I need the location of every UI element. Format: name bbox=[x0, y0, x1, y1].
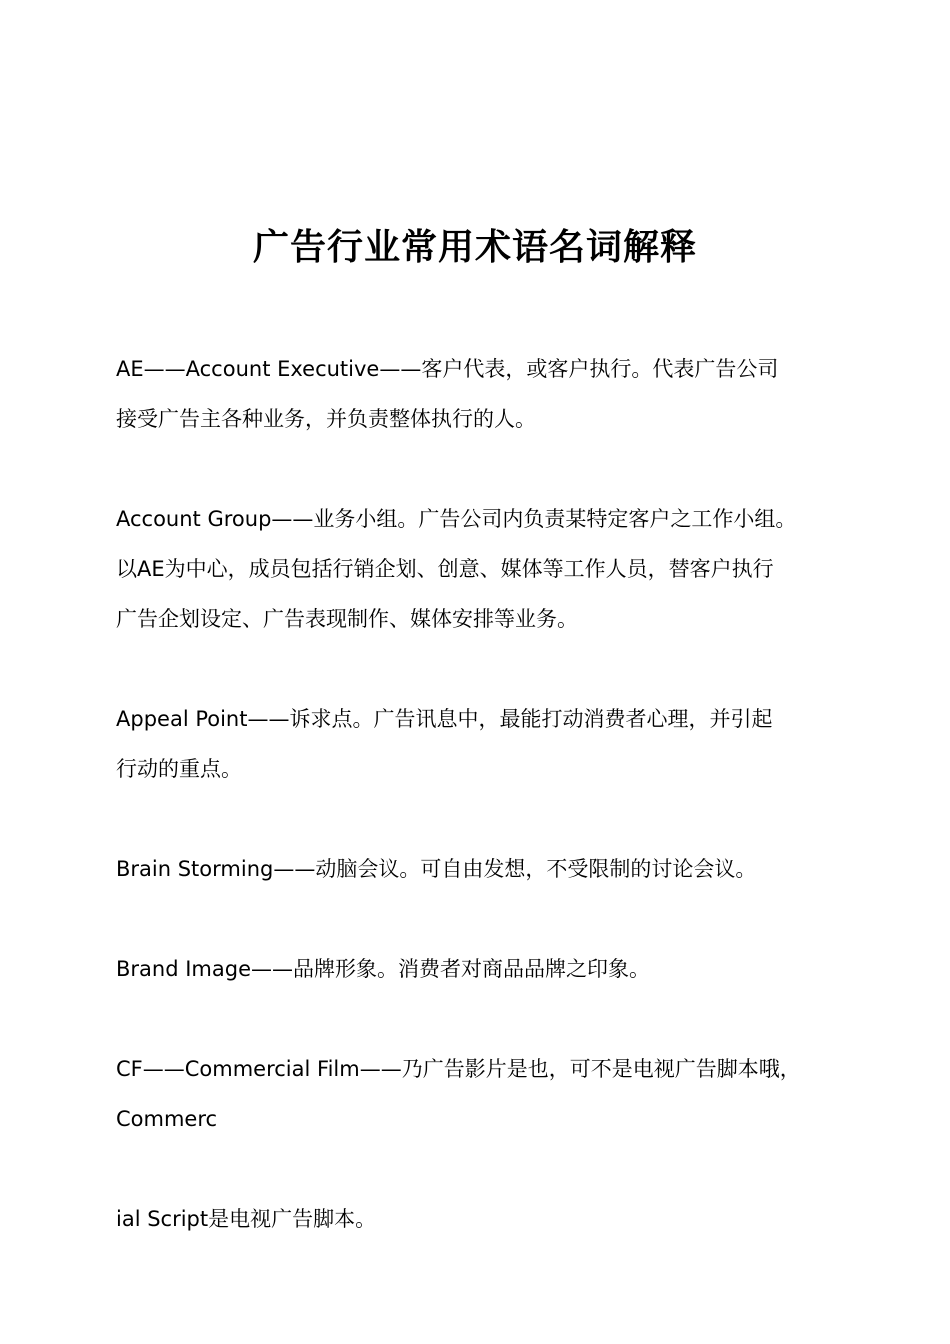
glossary-line: 广告企划设定、广告表现制作、媒体安排等业务。 bbox=[116, 607, 578, 631]
document-title: 广告行业常用术语名词解释 bbox=[252, 226, 697, 269]
glossary-entry-brain-storming bbox=[116, 844, 856, 894]
glossary-line: Brain Storming——动脑会议。可自由发想，不受限制的讨论会议。 bbox=[116, 857, 757, 881]
glossary-entry-commercial-script bbox=[116, 1194, 856, 1244]
glossary-line: Commerc bbox=[116, 1107, 218, 1131]
glossary-line: Account Group——业务小组。广告公司内负责某特定客户之工作小组。 bbox=[116, 507, 797, 531]
glossary-line: AE——Account Executive——客户代表，或客户执行。代表广告公司 bbox=[116, 357, 779, 381]
glossary-entry-account-group bbox=[116, 494, 856, 644]
glossary-entry-ae bbox=[116, 344, 856, 444]
glossary-line: 以AE为中心，成员包括行销企划、创意、媒体等工作人员，替客户执行 bbox=[116, 557, 774, 581]
glossary-line: 接受广告主各种业务，并负责整体执行的人。 bbox=[116, 407, 536, 431]
glossary-line: ial Script是电视广告脚本。 bbox=[116, 1207, 377, 1231]
glossary-entry-cf bbox=[116, 1044, 856, 1144]
glossary-line: Brand Image——品牌形象。消费者对商品品牌之印象。 bbox=[116, 957, 650, 981]
glossary-line: 行动的重点。 bbox=[116, 757, 242, 781]
glossary-line: CF——Commercial Film——乃广告影片是也，可不是电视广告脚本哦， bbox=[116, 1057, 801, 1081]
glossary-entry-brand-image bbox=[116, 944, 856, 994]
glossary-list bbox=[116, 344, 856, 1294]
glossary-line: Appeal Point——诉求点。广告讯息中，最能打动消费者心理，并引起 bbox=[116, 707, 773, 731]
glossary-entry-appeal-point bbox=[116, 694, 856, 794]
